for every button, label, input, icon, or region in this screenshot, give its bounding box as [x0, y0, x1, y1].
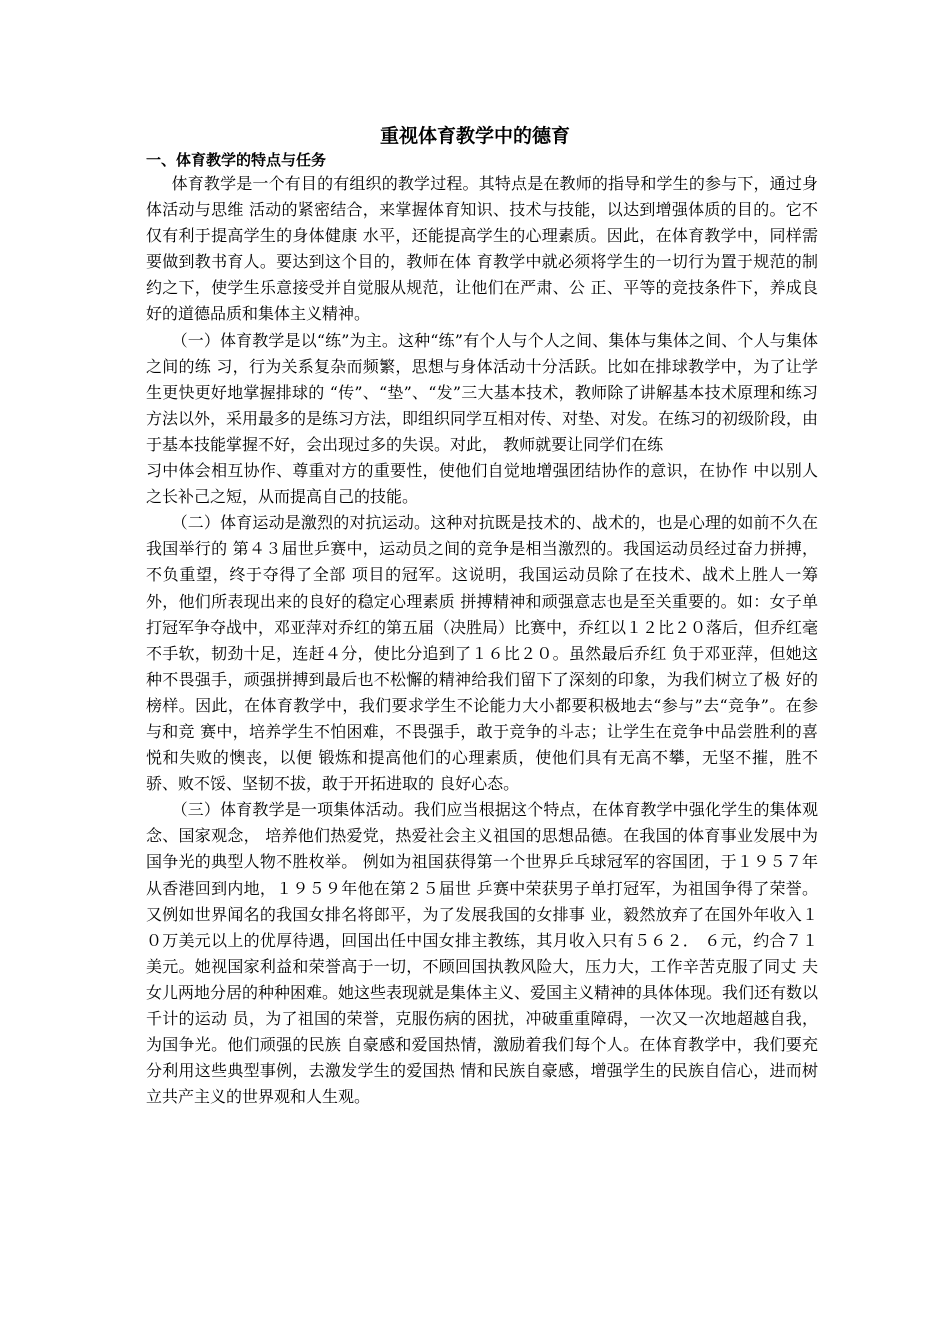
paragraph: （三）体育教学是一项集体活动。我们应当根据这个特点，在体育教学中强化学生的集体观念、国家观念， 培养他们热爱党，热爱社会主义祖国的思想品德。在我国的体育事业发展中为国争光的典型人物不胜枚举。 例如为祖国获得第一个世界乒乓球冠军的容国团，于１９５７年从香港回到内地，１９５９年他在第２５届世 乒赛中荣获男子单打冠军，为祖国争得了荣誉。又例如世界闻名的我国女排名将郎平，为了发展我国的女排事 业，毅然放弃了在国外年收入１０万美元以上的优厚待遇，回国出任中国女排主教练，其月收入只有５６２． ６元，约合７１美元。她视国家利益和荣誉高于一切，不顾回国执教风险大，压力大，工作辛苦克服了同丈 夫女儿两地分居的种种困难。她这些表现就是集体主义、爱国主义精神的具体体现。我们还有数以千计的运动 员，为了祖国的荣誉，克服伤病的困扰，冲破重重障碍，一次又一次地超越自我，为国争光。他们顽强的民族 自豪感和爱国热情，激励着我们每个人。在体育教学中，我们要充分利用这些典型事例，去激发学生的爱国热 情和民族自豪感，增强学生的民族自信心，进而树立共产主义的世界观和人生观。 [146, 800, 819, 1107]
section-heading: 一、体育教学的特点与任务 [146, 151, 327, 169]
paragraph: （一）体育教学是以“练”为主。这种“练”有个人与个人之间、集体与集体之间、个人与集体之间的练 习，行为关系复杂而频繁，思想与身体活动十分活跃。比如在排球教学中，为了让学生更快更好地掌握排球的 “传”、“垫”、“发”三大基本技术，教师除了讲解基本技术原理和练习方法以外，采用最多的是练习方法，即组织同学互相对传、对垫、对发。在练习的初级阶段，由于基本技能掌握不好，会出现过多的失误。对此， 教师就要让同学们在练 [146, 330, 819, 454]
document-title: 重视体育教学中的德育 [379, 125, 570, 147]
paragraph: 习中体会相互协作、尊重对方的重要性，使他们自觉地增强团结协作的意识，在协作 中以别人之长补己之短，从而提高自己的技能。 [146, 461, 818, 507]
paragraph: （二）体育运动是激烈的对抗运动。这种对抗既是技术的、战术的，也是心理的如前不久在我国举行的 第４３届世乒赛中，运动员之间的竞争是相当激烈的。我国运动员经过奋力拼搏，不负重望，终于夺得了全部 项目的冠军。这说明，我国运动员除了在技术、战术上胜人一筹外，他们所表现出来的良好的稳定心理素质 拼搏精神和顽强意志也是至关重要的。如：女子单打冠军争夺战中，邓亚萍对乔红的第五届（决胜局）比赛中，乔红以１２比２０落后，但乔红毫不手软，韧劲十足，连赶４分，使比分追到了１６比２０。虽然最后乔红 负于邓亚萍，但她这种不畏强手，顽强拼搏到最后也不松懈的精神给我们留下了深刻的印象，为我们树立了极 好的榜样。因此，在体育教学中，我们要求学生不论能力大小都要积极地去“参与”去“竞争”。在参与和竞 赛中，培养学生不怕困难，不畏强手，敢于竞争的斗志；让学生在竞争中品尝胜利的喜悦和失败的懊丧，以便 锻炼和提高他们的心理素质，使他们具有无高不攀，无坚不摧，胜不骄、败不馁、坚韧不拔，敢于开拓进取的 良好心态。 [146, 513, 819, 794]
document-body [146, 171, 818, 1110]
paragraph: 体育教学是一个有目的有组织的教学过程。其特点是在教师的指导和学生的参与下，通过身体活动与思维 活动的紧密结合，来掌握体育知识、技术与技能，以达到增强体质的目的。它不仅有利于提高学生的身体健康 水平，还能提高学生的心理素质。因此，在体育教学中，同样需要做到教书育人。要达到这个目的，教师在体 育教学中就必须将学生的一切行为置于规范的制约之下，使学生乐意接受并自觉服从规范，让他们在严肃、公 正、平等的竞技条件下，养成良好的道德品质和集体主义精神。 [146, 174, 818, 324]
